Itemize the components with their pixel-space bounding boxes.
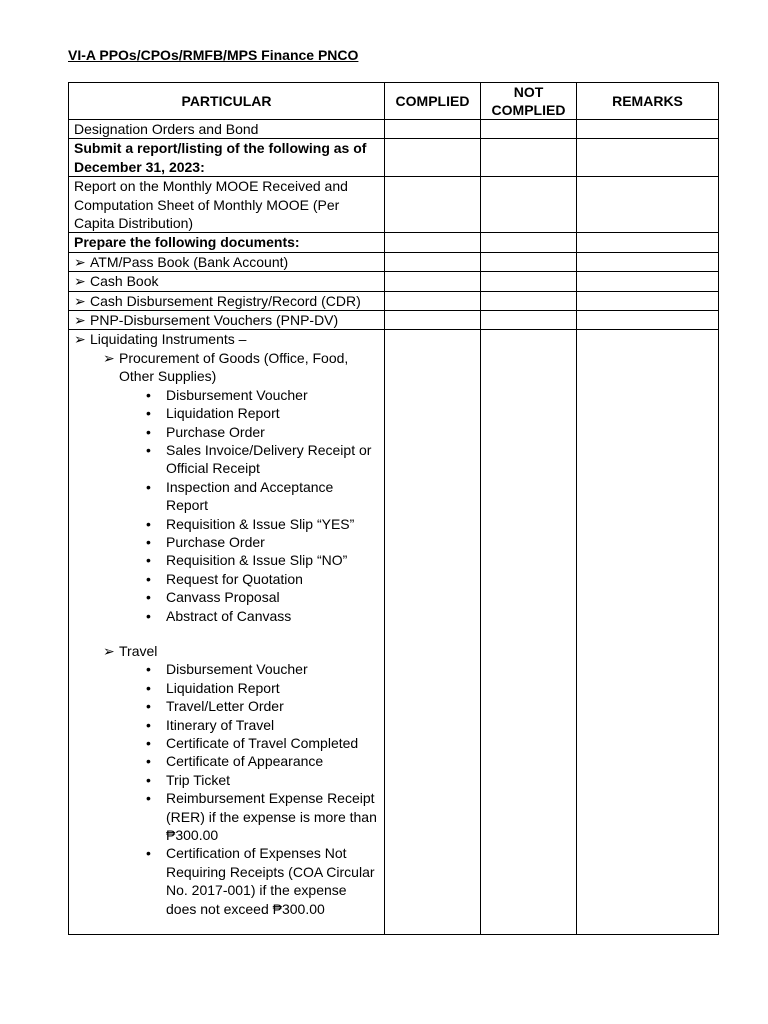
complied-cell (385, 311, 481, 330)
bullet-icon: • (146, 515, 151, 532)
bullet-icon: • (146, 552, 151, 569)
list-item: Liquidation Report (166, 679, 280, 696)
table-row (69, 330, 719, 935)
item-label: Liquidating Instruments – (90, 331, 247, 348)
list-spacer (74, 625, 379, 642)
not-complied-cell (481, 311, 577, 330)
bullet-icon: • (146, 405, 151, 422)
header-remarks: REMARKS (577, 83, 719, 120)
item-label: Cash Disbursement Registry/Record (CDR) (90, 292, 361, 309)
remarks-cell (577, 177, 719, 233)
table-row (69, 120, 719, 139)
list-item: Disbursement Voucher (166, 661, 308, 678)
list-item: Requisition & Issue Slip “YES” (166, 515, 355, 532)
bullet-icon: • (146, 570, 151, 587)
arrow-bullet-icon: ➢ (74, 253, 86, 270)
not-complied-cell (481, 252, 577, 271)
compliance-checklist-table (68, 82, 719, 935)
header-not-complied-line2: COMPLIED (491, 102, 566, 118)
bullet-icon: • (146, 771, 151, 788)
complied-cell (385, 291, 481, 310)
not-complied-cell (481, 120, 577, 139)
list-item: Inspection and Acceptance Report (166, 478, 334, 514)
complied-cell (385, 272, 481, 291)
remarks-cell (577, 139, 719, 177)
header-not-complied-line1: NOT (513, 84, 544, 100)
bullet-icon: • (146, 478, 151, 495)
table-row (69, 291, 719, 310)
remarks-cell (577, 291, 719, 310)
bullet-icon: • (146, 589, 151, 606)
list-item: Reimbursement Expense Receipt (RER) if the expense is more than ₱300.00 (166, 790, 377, 844)
bullet-icon: • (146, 679, 151, 696)
table-row (69, 311, 719, 330)
item-label: PNP-Disbursement Vouchers (PNP-DV) (90, 312, 339, 329)
bullet-icon: • (146, 790, 151, 807)
complied-cell (385, 330, 481, 935)
bullet-icon: • (146, 735, 151, 751)
list-item: Disbursement Voucher (166, 386, 308, 403)
arrow-bullet-icon: ➢ (74, 331, 86, 348)
not-complied-cell (481, 139, 577, 177)
list-item: Certificate of Appearance (166, 753, 324, 770)
remarks-cell (577, 233, 719, 252)
not-complied-cell (481, 291, 577, 310)
remarks-cell (577, 272, 719, 291)
table-row (69, 177, 719, 233)
bullet-icon: • (146, 661, 151, 678)
list-item: Certificate of Travel Completed (166, 735, 359, 751)
header-not-complied (481, 83, 577, 120)
bullet-icon: • (146, 386, 151, 403)
list-item: Trip Ticket (166, 771, 231, 788)
arrow-bullet-icon: ➢ (103, 642, 115, 659)
particular-liquidating-instruments (69, 330, 385, 935)
particular-prepare-docs: Prepare the following documents: (69, 233, 385, 252)
not-complied-cell (481, 177, 577, 233)
table-row (69, 252, 719, 271)
particular-mooe-report: Report on the Monthly MOOE Received and Computation Sheet of Monthly MOOE (Per Capita Distribution) (69, 177, 385, 233)
remarks-cell (577, 120, 719, 139)
remarks-cell (577, 252, 719, 271)
complied-cell (385, 252, 481, 271)
arrow-bullet-icon: ➢ (74, 312, 86, 329)
header-row (69, 83, 719, 120)
arrow-bullet-icon: ➢ (103, 349, 115, 366)
table-row (69, 139, 719, 177)
arrow-bullet-icon: ➢ (74, 273, 86, 290)
particular-atm (69, 252, 385, 271)
bullet-icon: • (146, 607, 151, 624)
list-item: Travel/Letter Order (166, 698, 284, 715)
header-complied: COMPLIED (385, 83, 481, 120)
particular-pnp-dv (69, 311, 385, 330)
list-item: Abstract of Canvass (166, 607, 292, 624)
not-complied-cell (481, 272, 577, 291)
not-complied-cell (481, 330, 577, 935)
list-item: Liquidation Report (166, 405, 280, 422)
complied-cell (385, 177, 481, 233)
procurement-title: Procurement of Goods (Office, Food, Other Supplies) (119, 349, 349, 385)
bullet-icon: • (146, 716, 151, 733)
particular-submit-report: Submit a report/listing of the following as of December 31, 2023: (69, 139, 385, 177)
item-label: Cash Book (90, 273, 159, 290)
particular-designation: Designation Orders and Bond (69, 120, 385, 139)
list-item: Canvass Proposal (166, 589, 280, 606)
bullet-icon: • (146, 423, 151, 440)
list-end-spacer (74, 918, 379, 934)
item-label: ATM/Pass Book (Bank Account) (90, 253, 289, 270)
list-item: Sales Invoice/Delivery Receipt or Official Receipt (166, 441, 372, 477)
list-item: Itinerary of Travel (166, 716, 275, 733)
not-complied-cell (481, 233, 577, 252)
table-row (69, 233, 719, 252)
list-item: Requisition & Issue Slip “NO” (166, 552, 348, 569)
travel-title: Travel (119, 642, 158, 659)
remarks-cell (577, 311, 719, 330)
page-title: VI-A PPOs/CPOs/RMFB/MPS Finance PNCO (68, 47, 359, 63)
list-item: Request for Quotation (166, 570, 303, 587)
bullet-icon: • (146, 753, 151, 770)
list-item: Purchase Order (166, 423, 265, 440)
table-row (69, 272, 719, 291)
particular-cdr (69, 291, 385, 310)
complied-cell (385, 139, 481, 177)
bullet-icon: • (146, 441, 151, 458)
complied-cell (385, 120, 481, 139)
remarks-cell (577, 330, 719, 935)
arrow-bullet-icon: ➢ (74, 292, 86, 309)
particular-cash-book (69, 272, 385, 291)
header-particular: PARTICULAR (69, 83, 385, 120)
bullet-icon: • (146, 533, 151, 550)
list-item: Certification of Expenses Not Requiring Receipts (COA Circular No. 2017-001) if the expense does not exceed ₱300.00 (166, 845, 375, 917)
complied-cell (385, 233, 481, 252)
list-item: Purchase Order (166, 533, 265, 550)
bullet-icon: • (146, 698, 151, 715)
bullet-icon: • (146, 845, 151, 862)
